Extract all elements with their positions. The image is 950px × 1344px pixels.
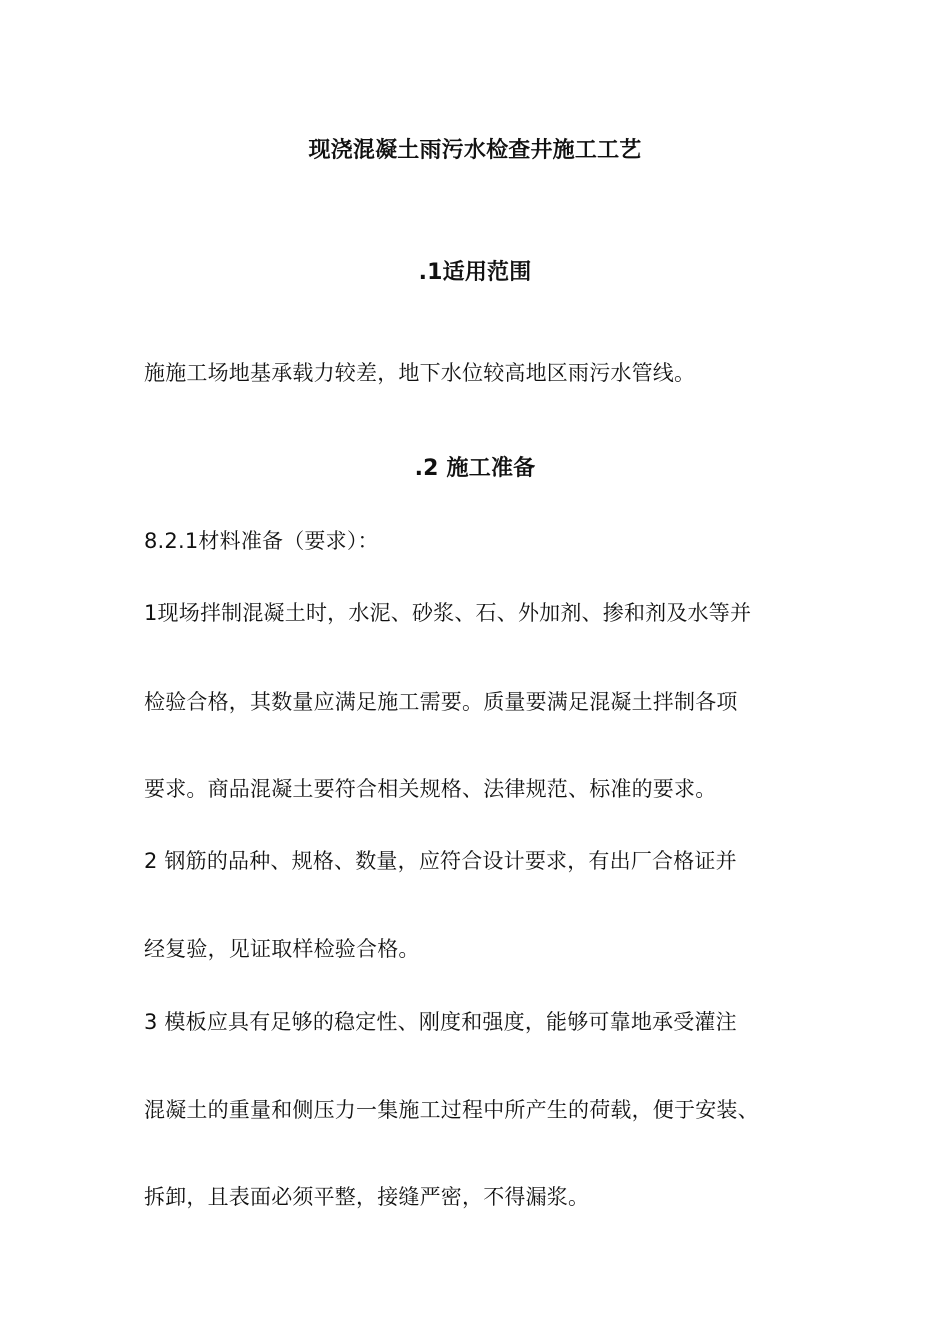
paragraph-line: 3 模板应具有足够的稳定性、刚度和强度，能够可靠地承受灌注: [144, 1010, 737, 1034]
document-title: 现浇混凝土雨污水检查井施工工艺: [308, 138, 642, 163]
subsection-heading-materials: 8.2.1材料准备（要求）：: [144, 529, 379, 553]
paragraph-line: 经复验，见证取样检验合格。: [144, 937, 420, 961]
paragraph-line: 1现场拌制混凝土时，水泥、砂浆、石、外加剂、掺和剂及水等并: [144, 601, 752, 625]
paragraph-line: 检验合格，其数量应满足施工需要。质量要满足混凝土拌制各项: [144, 690, 738, 714]
paragraph-line: 2 钢筋的品种、规格、数量，应符合设计要求，有出厂合格证并: [144, 849, 737, 873]
paragraph-line: 拆卸，且表面必须平整，接缝严密，不得漏浆。: [144, 1185, 590, 1209]
section-heading-preparation: .2 施工准备: [414, 456, 536, 481]
section-heading-scope: .1适用范围: [418, 260, 532, 285]
paragraph-line: 施施工场地基承载力较差，地下水位较高地区雨污水管线。: [144, 361, 696, 385]
paragraph-line: 要求。商品混凝土要符合相关规格、法律规范、标准的要求。: [144, 777, 717, 801]
paragraph-line: 混凝土的重量和侧压力一集施工过程中所产生的荷载，便于安装、: [144, 1098, 759, 1122]
